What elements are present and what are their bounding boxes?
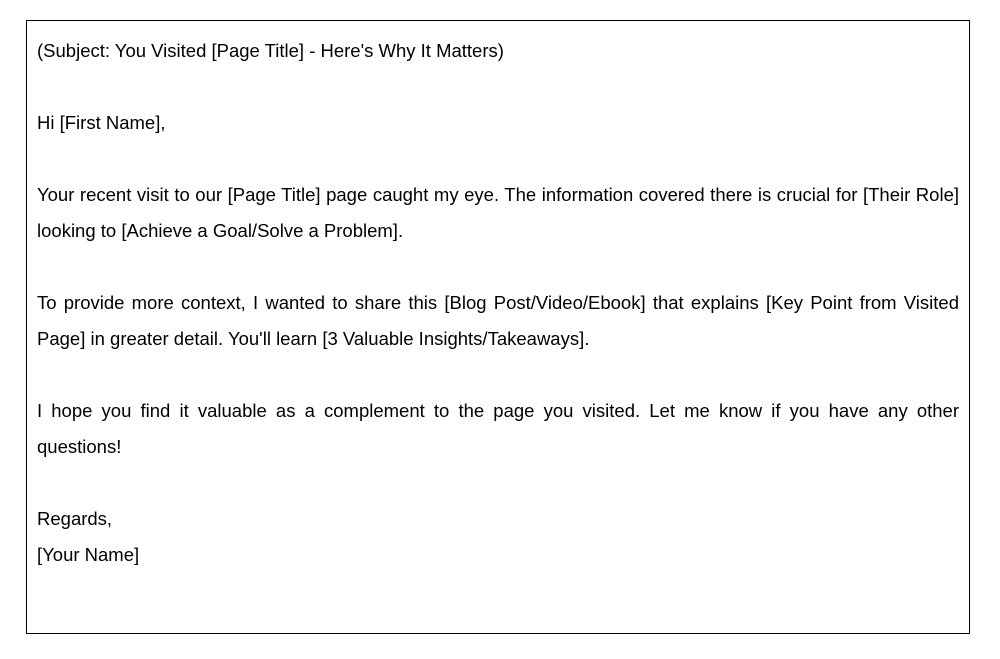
email-paragraph-context: To provide more context, I wanted to share this [Blog Post/Video/Ebook] that explains [Key Point from Visited Page] in greater detail. You'll learn [3 Valuable Insights/Takeaways]. [37,292,959,349]
email-template-box [26,20,970,634]
blank-line [37,249,959,285]
blank-line [37,69,959,105]
email-subject-line: (Subject: You Visited [Page Title] - Here's Why It Matters) [37,40,504,61]
email-paragraph-closing-note: I hope you find it valuable as a complement to the page you visited. Let me know if you have any other questions! [37,400,959,457]
email-closing: Regards, [37,508,113,529]
email-greeting: Hi [First Name], [37,112,166,133]
email-paragraph-visit: Your recent visit to our [Page Title] page caught my eye. The information covered there is crucial for [Their Role] looking to [Achieve a Goal/Solve a Problem]. [37,184,959,241]
blank-line [37,357,959,393]
blank-line [37,465,959,501]
blank-line [37,141,959,177]
email-signature: [Your Name] [37,544,140,565]
